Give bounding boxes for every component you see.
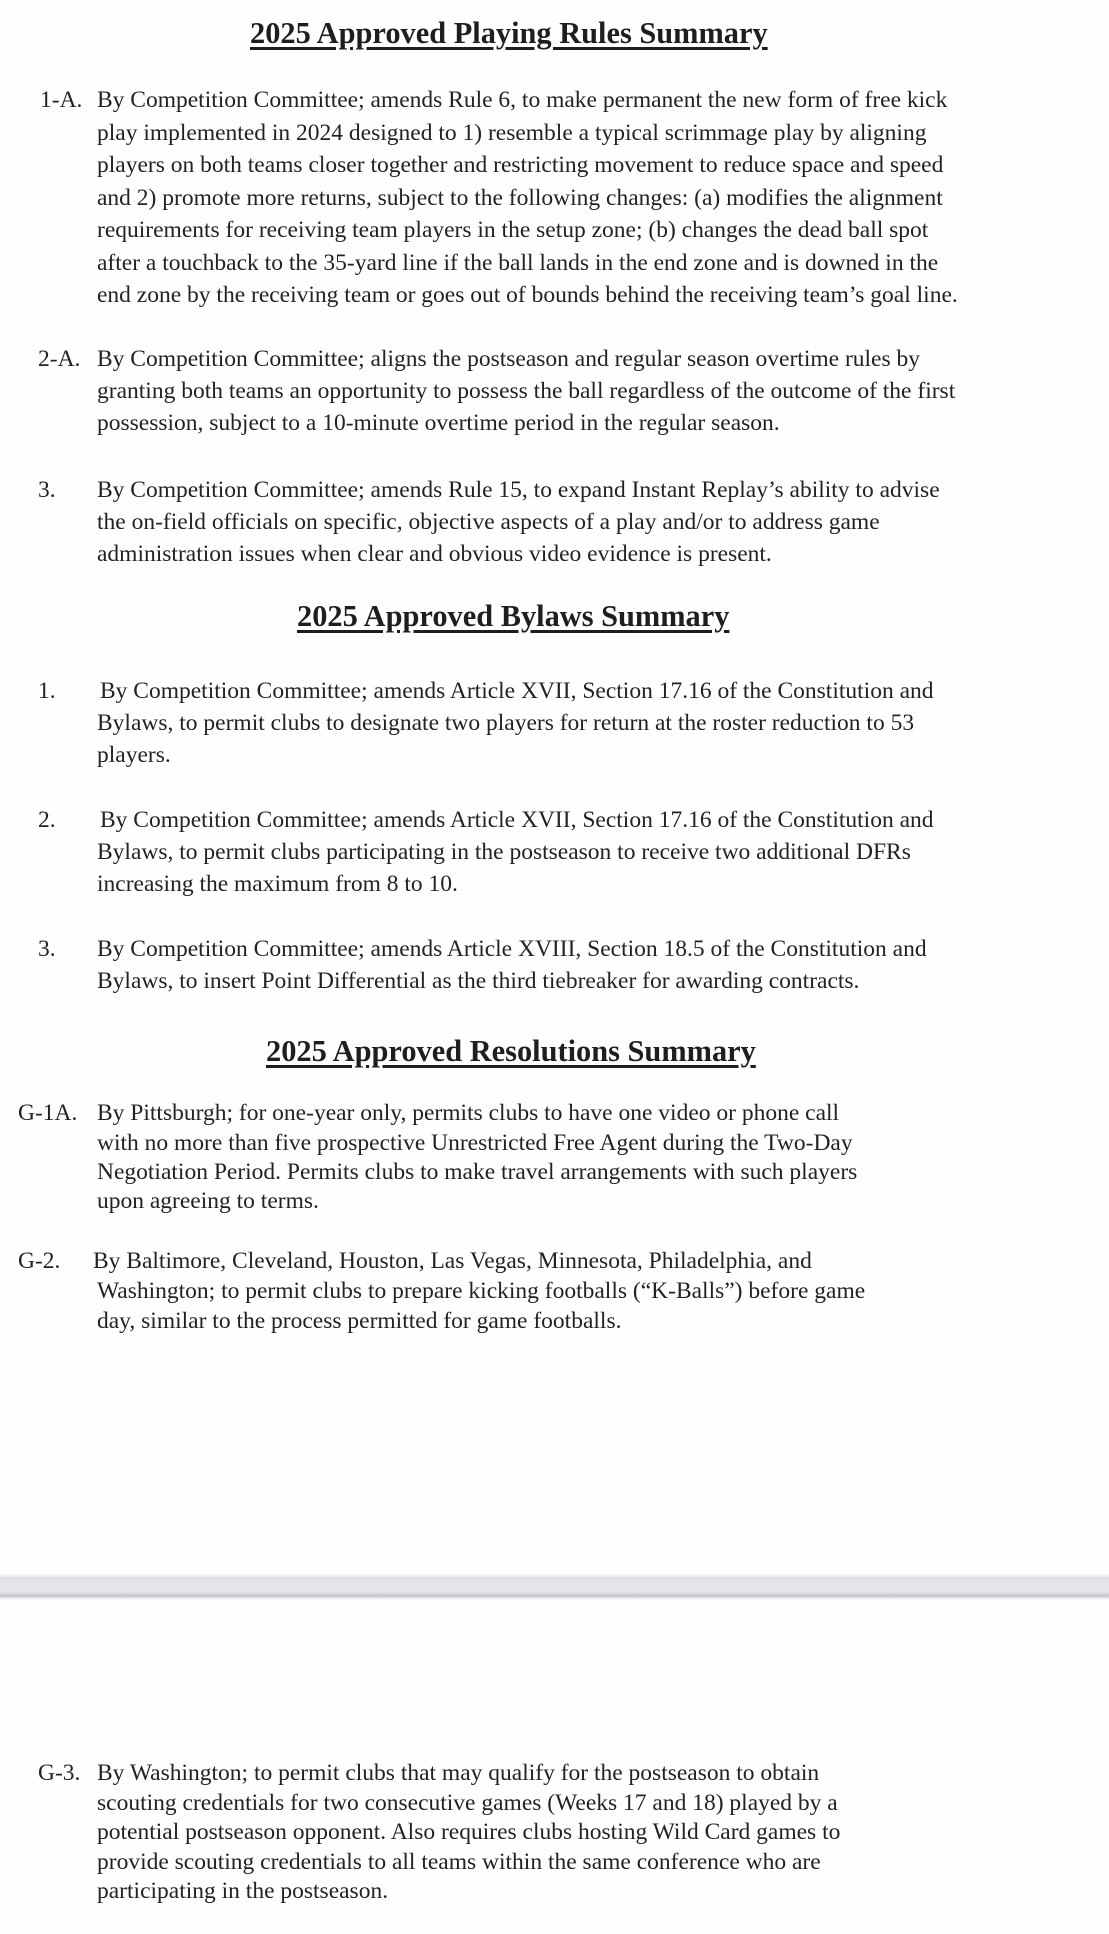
page-break-divider <box>0 1574 1109 1600</box>
item-label: 1-A. <box>40 87 83 113</box>
item-line: Bylaws, to permit clubs to designate two players for return at the roster reduction to 53 <box>97 710 915 736</box>
item-label: 3. <box>38 936 56 962</box>
item-line: the on-field officials on specific, objective aspects of a play and/or to address game <box>97 509 880 535</box>
item-label: G-3. <box>38 1760 81 1786</box>
item-line: By Competition Committee; amends Rule 6, to make permanent the new form of free kick <box>97 87 948 113</box>
item-line: players on both teams closer together and restricting movement to reduce space and speed <box>97 152 944 178</box>
item-label: 1. <box>38 678 56 704</box>
item-line: Bylaws, to insert Point Differential as the third tiebreaker for awarding contracts. <box>97 968 860 994</box>
item-line: requirements for receiving team players in the setup zone; (b) changes the dead ball spot <box>97 217 929 243</box>
item-label: G-1A. <box>18 1100 78 1126</box>
section-heading-bylaws: 2025 Approved Bylaws Summary <box>297 598 730 633</box>
item-line: By Competition Committee; amends Article XVIII, Section 18.5 of the Constitution and <box>97 936 927 962</box>
item-label: 3. <box>38 477 56 503</box>
item-line: upon agreeing to terms. <box>97 1188 319 1214</box>
item-line: Bylaws, to permit clubs participating in the postseason to receive two additional DFRs <box>97 839 911 865</box>
item-label: 2. <box>38 807 56 833</box>
item-line: Negotiation Period. Permits clubs to make travel arrangements with such players <box>97 1159 858 1185</box>
item-line: with no more than five prospective Unrestricted Free Agent during the Two-Day <box>97 1130 853 1156</box>
section-heading-playing-rules: 2025 Approved Playing Rules Summary <box>250 15 768 50</box>
item-line: scouting credentials for two consecutive games (Weeks 17 and 18) played by a <box>97 1790 838 1816</box>
item-line: play implemented in 2024 designed to 1) resemble a typical scrimmage play by aligning <box>97 120 927 146</box>
item-line: potential postseason opponent. Also requires clubs hosting Wild Card games to <box>97 1819 841 1845</box>
item-line: Washington; to permit clubs to prepare kicking footballs (“K-Balls”) before game <box>97 1278 866 1304</box>
item-label: G-2. <box>18 1248 61 1274</box>
item-line: By Competition Committee; amends Article XVII, Section 17.16 of the Constitution and <box>100 807 934 833</box>
item-line: provide scouting credentials to all teams within the same conference who are <box>97 1849 821 1875</box>
item-line: possession, subject to a 10-minute overtime period in the regular season. <box>97 410 780 436</box>
item-label: 2-A. <box>38 346 81 372</box>
item-line: day, similar to the process permitted for game footballs. <box>97 1308 622 1334</box>
item-line: after a touchback to the 35-yard line if the ball lands in the end zone and is downed in the <box>97 250 939 276</box>
section-heading-resolutions: 2025 Approved Resolutions Summary <box>266 1033 756 1068</box>
item-line: participating in the postseason. <box>97 1878 389 1904</box>
item-line: By Competition Committee; aligns the postseason and regular season overtime rules by <box>97 346 921 372</box>
item-line: granting both teams an opportunity to possess the ball regardless of the outcome of the first <box>97 378 956 404</box>
item-line: administration issues when clear and obvious video evidence is present. <box>97 541 772 567</box>
item-line: By Competition Committee; amends Rule 15, to expand Instant Replay’s ability to advise <box>97 477 940 503</box>
item-line: and 2) promote more returns, subject to the following changes: (a) modifies the alignment <box>97 185 943 211</box>
item-line: By Pittsburgh; for one-year only, permits clubs to have one video or phone call <box>97 1100 840 1126</box>
item-line: By Baltimore, Cleveland, Houston, Las Vegas, Minnesota, Philadelphia, and <box>93 1248 812 1274</box>
item-line: increasing the maximum from 8 to 10. <box>97 871 458 897</box>
item-line: end zone by the receiving team or goes out of bounds behind the receiving team’s goal line. <box>97 282 958 308</box>
item-line: By Competition Committee; amends Article XVII, Section 17.16 of the Constitution and <box>100 678 934 704</box>
item-line: players. <box>97 742 171 768</box>
item-line: By Washington; to permit clubs that may qualify for the postseason to obtain <box>97 1760 820 1786</box>
